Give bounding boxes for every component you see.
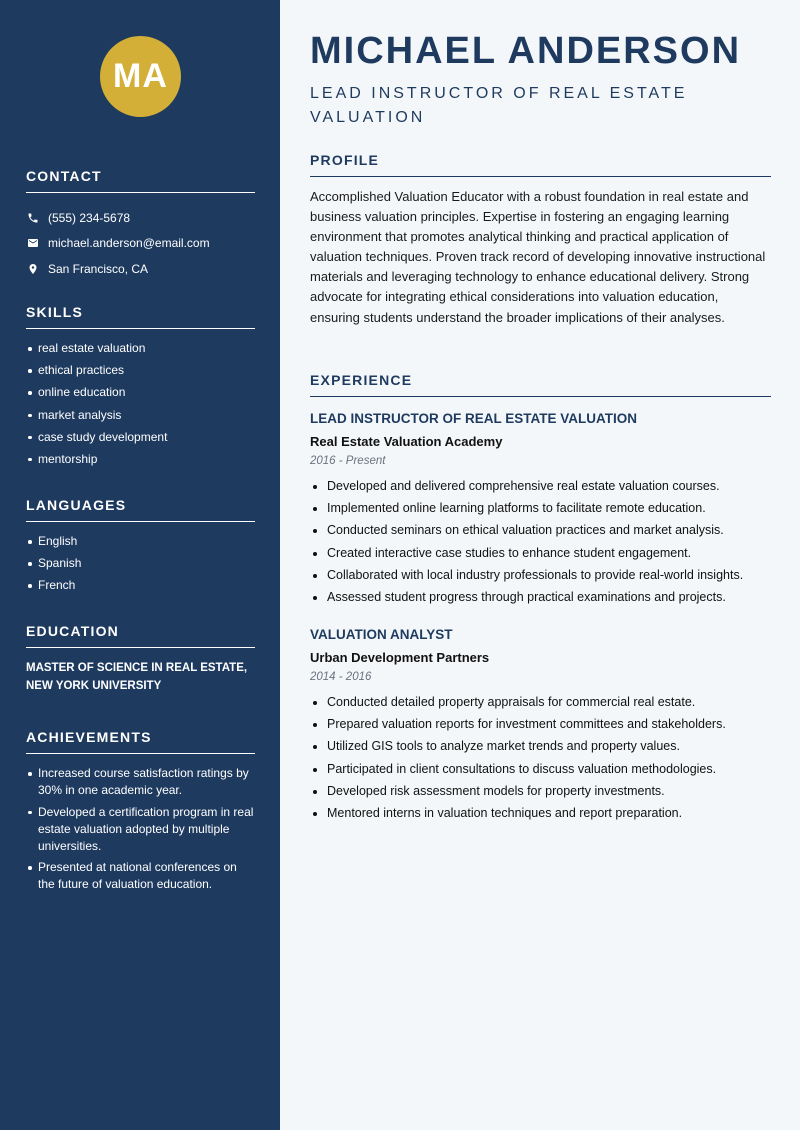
job-entry <box>310 410 771 611</box>
education-heading: EDUCATION <box>26 623 255 648</box>
job-title: VALUATION ANALYST <box>310 627 453 642</box>
languages-heading: LANGUAGES <box>26 497 255 522</box>
experience-section <box>310 372 771 397</box>
job-bullet: Conducted detailed property appraisals for commercial real estate. <box>310 694 771 711</box>
location-pin-icon <box>26 262 39 275</box>
contact-heading: CONTACT <box>26 168 255 193</box>
job-bullet: Utilized GIS tools to analyze market trends and property values. <box>310 738 771 755</box>
candidate-name: MICHAEL ANDERSON <box>310 30 742 72</box>
phone-text: (555) 234-5678 <box>48 210 131 225</box>
job-dates: 2014 - 2016 <box>310 671 372 683</box>
skill-item: online education <box>26 384 255 401</box>
profile-heading: PROFILE <box>310 152 771 177</box>
contact-location <box>26 256 255 282</box>
location-text: San Francisco, CA <box>48 261 149 276</box>
email-text: michael.anderson@email.com <box>48 236 210 251</box>
candidate-title: LEAD INSTRUCTOR OF REAL ESTATE VALUATION <box>310 85 688 126</box>
achievements-section <box>26 729 255 898</box>
company-name: Urban Development Partners <box>310 650 490 665</box>
education-section <box>26 623 255 695</box>
sidebar <box>0 0 280 1130</box>
job-bullet: Prepared valuation reports for investment committees and stakeholders. <box>310 716 771 733</box>
language-item: French <box>26 577 255 594</box>
achievements-heading: ACHIEVEMENTS <box>26 729 255 754</box>
education-degree: MASTER OF SCIENCE IN REAL ESTATE, NEW YORK UNIVERSITY <box>26 662 248 692</box>
achievements-list <box>26 765 255 893</box>
job-bullet: Conducted seminars on ethical valuation practices and market analysis. <box>310 522 771 539</box>
job-bullet: Assessed student progress through practical examinations and projects. <box>310 589 771 606</box>
profile-text: Accomplished Valuation Educator with a robust foundation in real estate and business valuation principles. Expertise in fostering an engaging learning environment that promotes analytical thinking and practical application of valuation techniques. Proven track record of developing innovative instructional materials and leveraging technology to enhance educational delivery. Strong advocate for integrating ethical considerations into valuation education, ensuring students understand the broader implications of their analyses. <box>310 189 766 325</box>
job-dates: 2016 - Present <box>310 455 386 467</box>
job-bullet: Participated in client consultations to discuss valuation methodologies. <box>310 761 771 778</box>
skills-list <box>26 340 255 468</box>
job-bullets <box>310 694 771 822</box>
achievement-item: Increased course satisfaction ratings by 30% in one academic year. <box>26 765 255 799</box>
language-item: English <box>26 533 255 550</box>
job-title: LEAD INSTRUCTOR OF REAL ESTATE VALUATION <box>310 411 637 426</box>
achievement-item: Presented at national conferences on the future of valuation education. <box>26 859 255 893</box>
email-icon <box>26 237 39 250</box>
contact-section <box>26 168 255 282</box>
job-bullets <box>310 478 771 606</box>
job-bullet: Mentored interns in valuation techniques and report preparation. <box>310 805 771 822</box>
profile-section <box>310 152 771 328</box>
skills-section <box>26 304 255 473</box>
skill-item: market analysis <box>26 407 255 424</box>
company-name: Real Estate Valuation Academy <box>310 434 503 449</box>
skill-item: mentorship <box>26 451 255 468</box>
achievement-item: Developed a certification program in real estate valuation adopted by multiple universities. <box>26 804 255 855</box>
skill-item: real estate valuation <box>26 340 255 357</box>
languages-list <box>26 533 255 594</box>
job-bullet: Developed and delivered comprehensive real estate valuation courses. <box>310 478 771 495</box>
experience-heading: EXPERIENCE <box>310 372 771 397</box>
avatar: MA <box>100 36 181 117</box>
language-item: Spanish <box>26 555 255 572</box>
job-entry <box>310 626 771 827</box>
contact-phone <box>26 205 255 231</box>
skill-item: case study development <box>26 429 255 446</box>
phone-icon <box>26 211 39 224</box>
skill-item: ethical practices <box>26 362 255 379</box>
contact-list <box>26 205 255 282</box>
job-bullet: Implemented online learning platforms to facilitate remote education. <box>310 500 771 517</box>
skills-heading: SKILLS <box>26 304 255 329</box>
languages-section <box>26 497 255 600</box>
contact-email <box>26 231 255 257</box>
job-bullet: Collaborated with local industry professionals to provide real-world insights. <box>310 567 771 584</box>
job-bullet: Developed risk assessment models for property investments. <box>310 783 771 800</box>
job-bullet: Created interactive case studies to enhance student engagement. <box>310 545 771 562</box>
